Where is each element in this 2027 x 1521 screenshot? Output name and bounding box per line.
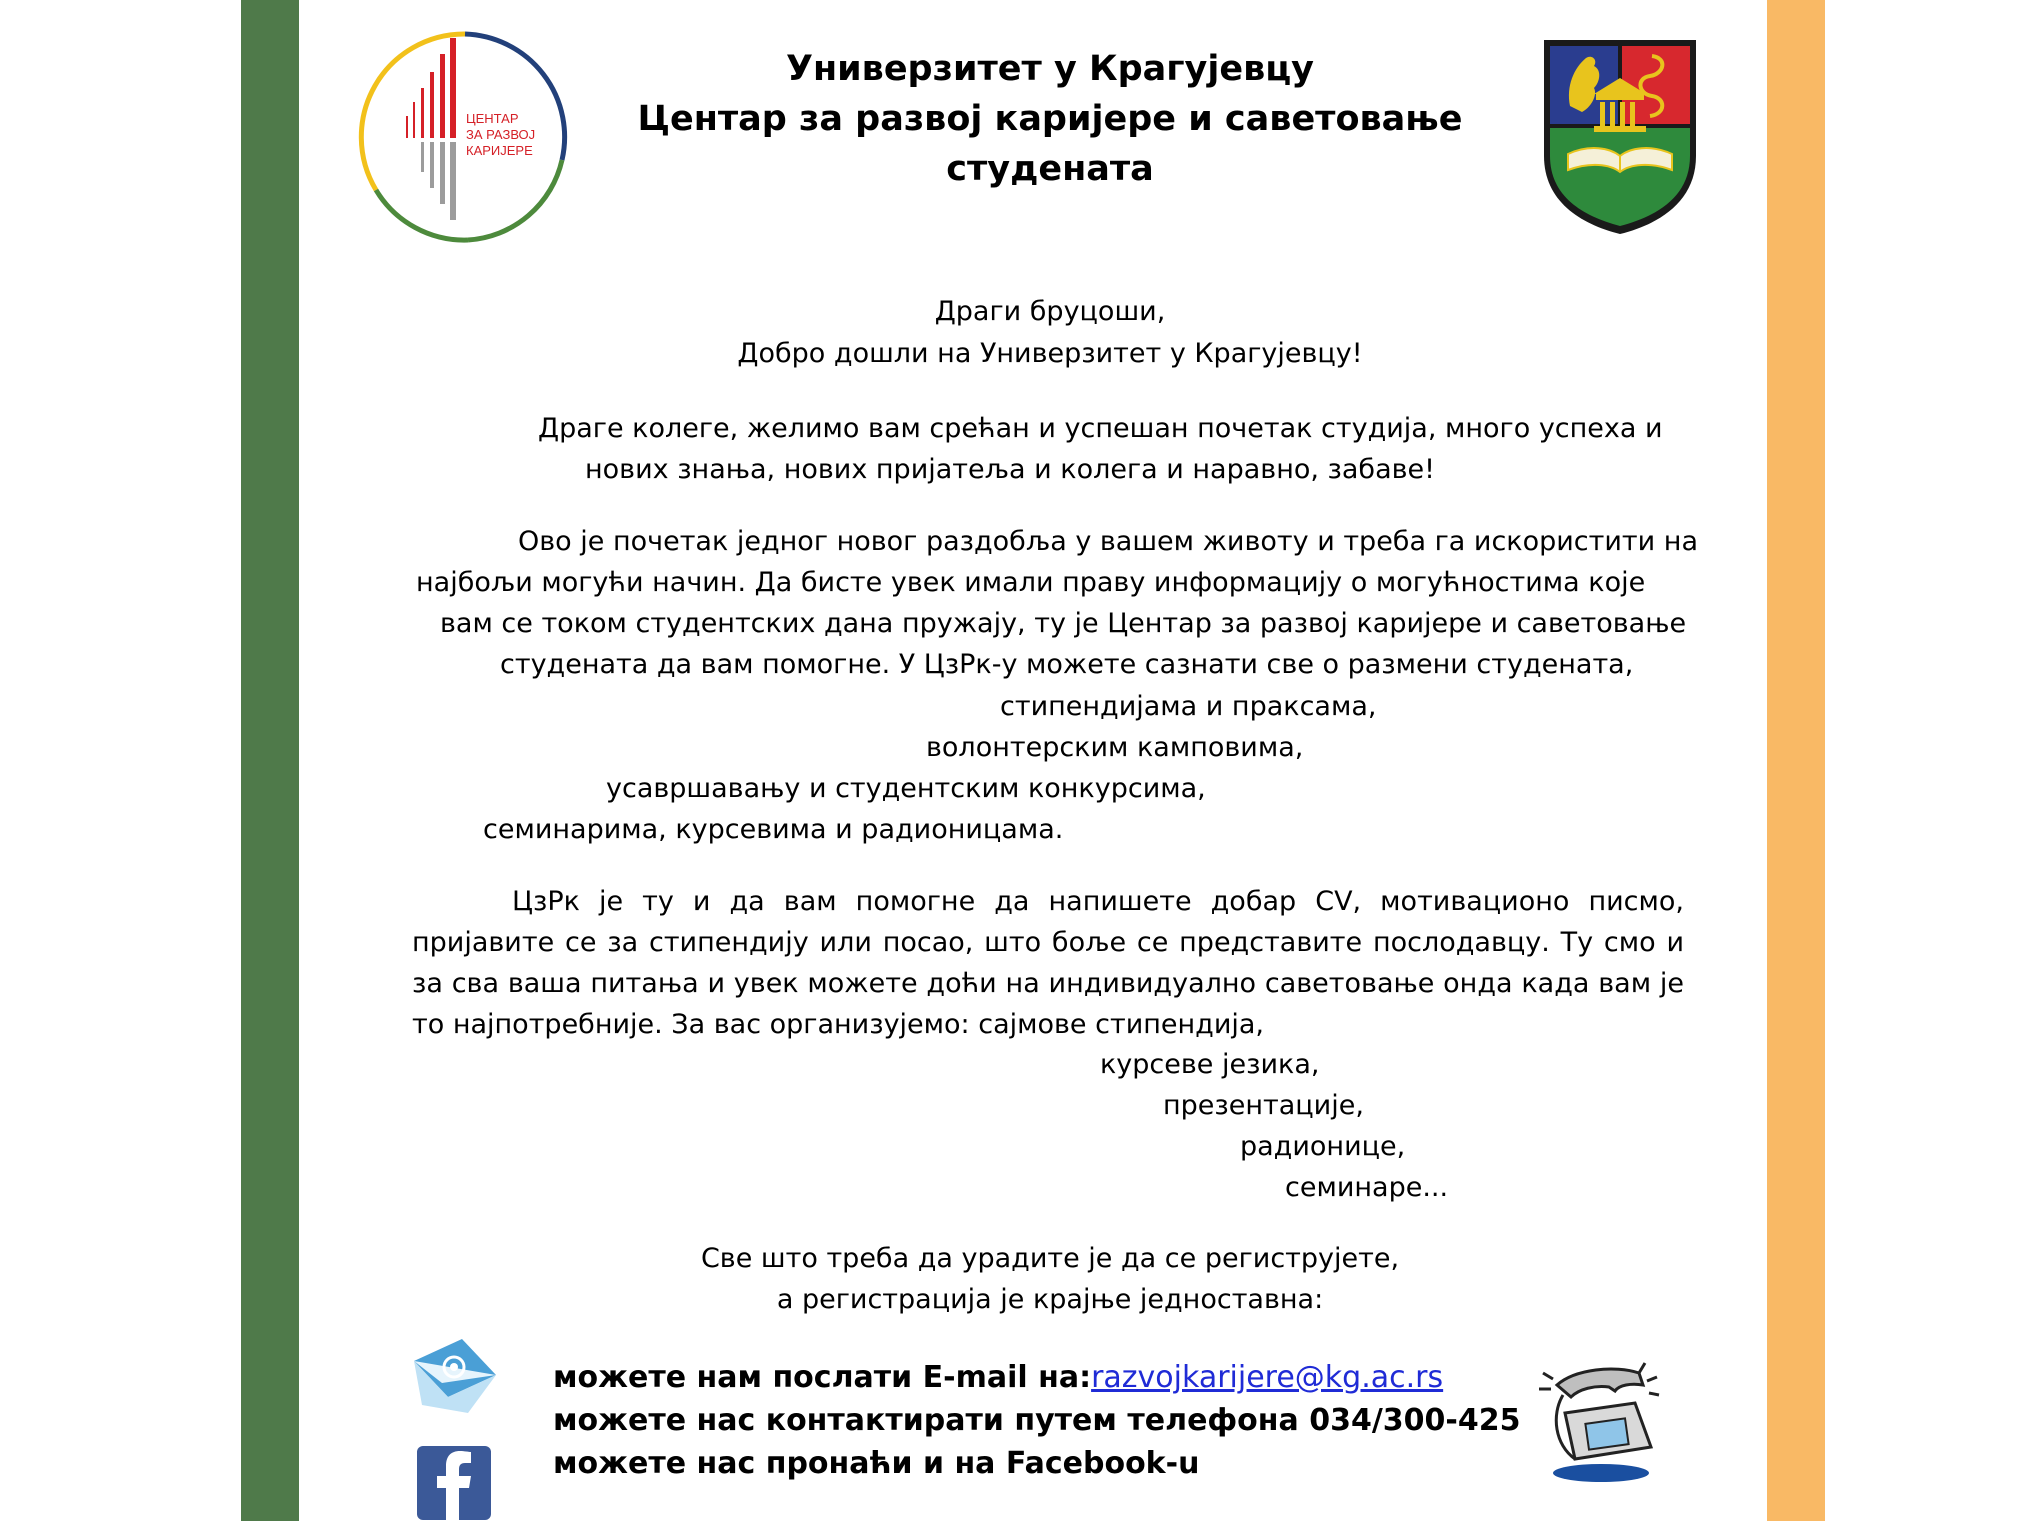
telephone-icon: [1535, 1355, 1667, 1485]
intro-line-3: вам се током студентских дана пружају, ту је Центар за развој каријере и саветовање: [440, 608, 1687, 639]
contact-phone-line: можете нас контактирати путем телефона 034/300-425: [553, 1403, 1521, 1438]
intro-list-item: стипендијама и праксама,: [1000, 691, 1377, 722]
intro-list-item: волонтерским камповима,: [926, 732, 1304, 763]
services-paragraph: ЦзРк је ту и да вам помогне да напишете добар CV, мотивационо писмо, пријавите се за стипендију или посао, што боље се представите послодавцу. Ту смо и за сва ваша питања и увек можете доћи на индивидуално саветовање онда када вам је то најпотребније. За вас организујемо: сајмове стипендија,: [412, 886, 1684, 1040]
facebook-icon: [417, 1446, 491, 1520]
header-center: Центар за развој каријере и саветовање: [637, 99, 1463, 139]
greeting-line-1: Драги бруцоши,: [934, 296, 1166, 327]
wishes-line-2: нових знања, нових пријатеља и колега и наравно, забаве!: [585, 454, 1435, 485]
services-list-item: семинаре...: [1285, 1172, 1449, 1203]
intro-line-1: Ово је почетак једног новог раздобља у вашем животу и треба га искористити на: [518, 526, 1698, 557]
registration-line-1: Све што треба да урадите је да се региструјете,: [700, 1243, 1400, 1274]
logo-text-3: КАРИЈЕРЕ: [466, 143, 533, 158]
contact-email-line: [553, 1356, 1443, 1399]
intro-line-2: најбољи могући начин. Да бисте увек имали праву информацију о могућностима које: [416, 567, 1646, 598]
wishes-line-1: Драге колеге, желимо вам срећан и успешан почетак студија, много успеха и: [538, 413, 1663, 444]
registration-line-2: а регистрација је крајње једноставна:: [776, 1284, 1324, 1315]
logo-text-1: ЦЕНТАР: [466, 111, 519, 126]
email-envelope-icon: [408, 1335, 500, 1417]
services-list-item: презентације,: [1163, 1090, 1364, 1121]
intro-list-item: усавршавању и студентским конкурсима,: [606, 773, 1206, 804]
left-green-border: [241, 0, 299, 1521]
header-students: студената: [946, 149, 1154, 189]
services-list-item: курсеве језика,: [1100, 1049, 1320, 1080]
contact-facebook-line: можете нас пронаћи и на Facebook-u: [553, 1446, 1200, 1481]
logo-text-2: ЗА РАЗВОЈ: [466, 127, 536, 142]
intro-list-item: семинарима, курсевима и радионицама.: [483, 814, 1064, 845]
university-crest-icon: [1540, 36, 1700, 236]
header-university: Универзитет у Крагујевцу: [785, 49, 1314, 89]
career-center-logo: [358, 30, 572, 244]
email-label: можете нам послати E-mail на:: [553, 1360, 1092, 1395]
page-header: [600, 44, 1500, 194]
intro-line-4: студената да вам помогне. У ЦзРк-у можете сазнати све о размени студената,: [500, 649, 1634, 680]
greeting-line-2: Добро дошли на Универзитет у Крагујевцу!: [737, 338, 1363, 369]
right-orange-border: [1767, 0, 1825, 1521]
email-link[interactable]: razvojkarijere@kg.ac.rs: [1091, 1360, 1444, 1395]
services-list-item: радионице,: [1240, 1131, 1406, 1162]
